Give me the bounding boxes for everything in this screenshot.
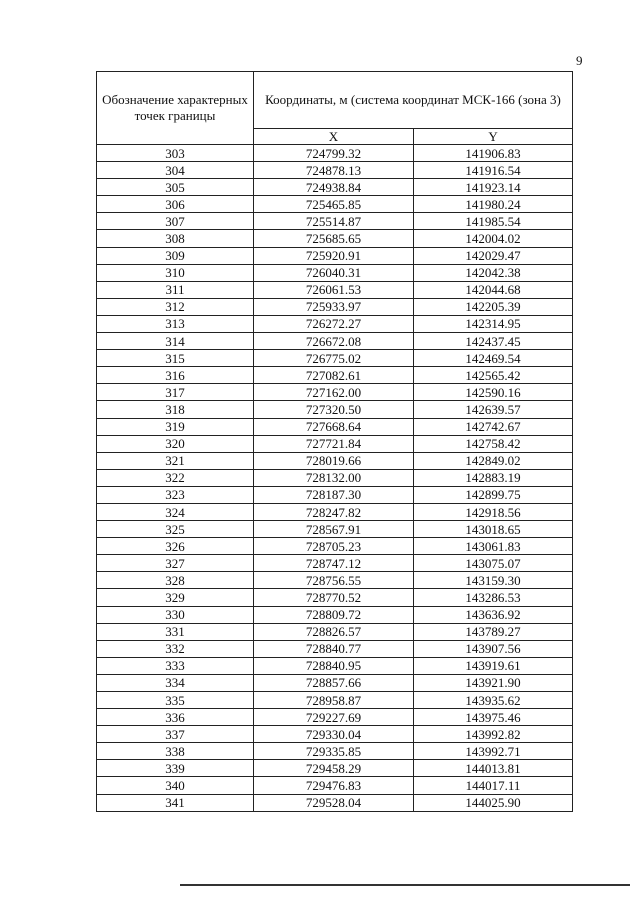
cell-y: 142742.67: [414, 418, 573, 435]
table-row: [97, 247, 573, 264]
header-point-designation: Обозначение характерных точек границы: [97, 72, 254, 145]
cell-x: 729458.29: [254, 760, 414, 777]
cell-point: 338: [97, 743, 254, 760]
cell-point: 332: [97, 640, 254, 657]
cell-x: 727668.64: [254, 418, 414, 435]
cell-y: 142437.45: [414, 333, 573, 350]
cell-point: 335: [97, 692, 254, 709]
cell-x: 725465.85: [254, 196, 414, 213]
cell-x: 728567.91: [254, 521, 414, 538]
cell-x: 726272.27: [254, 315, 414, 332]
cell-point: 325: [97, 521, 254, 538]
table-row: [97, 726, 573, 743]
cell-point: 327: [97, 555, 254, 572]
coordinates-table: [96, 71, 573, 812]
cell-x: 728747.12: [254, 555, 414, 572]
table-row: [97, 777, 573, 794]
cell-x: 725685.65: [254, 230, 414, 247]
cell-y: 143159.30: [414, 572, 573, 589]
cell-x: 728857.66: [254, 674, 414, 691]
table-row: [97, 213, 573, 230]
cell-y: 142314.95: [414, 315, 573, 332]
cell-y: 142004.02: [414, 230, 573, 247]
table-row: [97, 572, 573, 589]
cell-point: 311: [97, 281, 254, 298]
cell-y: 143975.46: [414, 709, 573, 726]
cell-y: 142044.68: [414, 281, 573, 298]
cell-y: 143789.27: [414, 623, 573, 640]
cell-x: 724878.13: [254, 162, 414, 179]
cell-x: 726040.31: [254, 264, 414, 281]
cell-point: 314: [97, 333, 254, 350]
cell-point: 323: [97, 486, 254, 503]
table-row: [97, 230, 573, 247]
cell-x: 729227.69: [254, 709, 414, 726]
cell-point: 328: [97, 572, 254, 589]
cell-y: 142042.38: [414, 264, 573, 281]
cell-x: 728132.00: [254, 469, 414, 486]
cell-point: 304: [97, 162, 254, 179]
cell-y: 143992.71: [414, 743, 573, 760]
cell-y: 141980.24: [414, 196, 573, 213]
cell-y: 142758.42: [414, 435, 573, 452]
cell-point: 315: [97, 350, 254, 367]
table-row: [97, 794, 573, 811]
table-row: [97, 452, 573, 469]
cell-y: 142029.47: [414, 247, 573, 264]
cell-x: 726775.02: [254, 350, 414, 367]
cell-point: 305: [97, 179, 254, 196]
cell-point: 318: [97, 401, 254, 418]
table-row: [97, 264, 573, 281]
cell-x: 729528.04: [254, 794, 414, 811]
table-row: [97, 281, 573, 298]
cell-point: 312: [97, 298, 254, 315]
footer-rule: [180, 884, 630, 886]
table-body: [97, 145, 573, 812]
cell-point: 324: [97, 503, 254, 520]
cell-x: 725933.97: [254, 298, 414, 315]
table-row: [97, 589, 573, 606]
cell-point: 330: [97, 606, 254, 623]
table-row: [97, 503, 573, 520]
cell-x: 729330.04: [254, 726, 414, 743]
cell-point: 321: [97, 452, 254, 469]
cell-point: 306: [97, 196, 254, 213]
cell-x: 727082.61: [254, 367, 414, 384]
table-row: [97, 555, 573, 572]
cell-x: 728826.57: [254, 623, 414, 640]
cell-x: 727162.00: [254, 384, 414, 401]
cell-y: 142899.75: [414, 486, 573, 503]
table-row: [97, 709, 573, 726]
table-row: [97, 692, 573, 709]
table-row: [97, 674, 573, 691]
cell-point: 340: [97, 777, 254, 794]
table-row: [97, 606, 573, 623]
cell-x: 726672.08: [254, 333, 414, 350]
cell-y: 143636.92: [414, 606, 573, 623]
table-row: [97, 145, 573, 162]
table-row: [97, 435, 573, 452]
table-row: [97, 657, 573, 674]
cell-y: 142639.57: [414, 401, 573, 418]
cell-x: 729476.83: [254, 777, 414, 794]
cell-point: 316: [97, 367, 254, 384]
cell-x: 728019.66: [254, 452, 414, 469]
table-row: [97, 350, 573, 367]
cell-x: 725920.91: [254, 247, 414, 264]
table-header: [97, 72, 573, 145]
table-row: [97, 179, 573, 196]
cell-x: 728840.77: [254, 640, 414, 657]
cell-x: 727721.84: [254, 435, 414, 452]
cell-y: 143919.61: [414, 657, 573, 674]
cell-y: 142883.19: [414, 469, 573, 486]
cell-y: 143075.07: [414, 555, 573, 572]
header-coordinates: Координаты, м (система координат МСК-166 (зона 3): [254, 72, 573, 129]
cell-x: 728756.55: [254, 572, 414, 589]
cell-x: 728247.82: [254, 503, 414, 520]
table-row: [97, 401, 573, 418]
cell-point: 307: [97, 213, 254, 230]
cell-y: 143907.56: [414, 640, 573, 657]
cell-y: 142205.39: [414, 298, 573, 315]
cell-x: 729335.85: [254, 743, 414, 760]
table-row: [97, 521, 573, 538]
cell-y: 142565.42: [414, 367, 573, 384]
cell-y: 143286.53: [414, 589, 573, 606]
cell-point: 322: [97, 469, 254, 486]
cell-point: 337: [97, 726, 254, 743]
table-row: [97, 418, 573, 435]
cell-x: 728705.23: [254, 538, 414, 555]
cell-point: 313: [97, 315, 254, 332]
cell-point: 319: [97, 418, 254, 435]
cell-x: 724938.84: [254, 179, 414, 196]
cell-x: 728840.95: [254, 657, 414, 674]
cell-y: 144013.81: [414, 760, 573, 777]
cell-x: 725514.87: [254, 213, 414, 230]
header-y: Y: [414, 129, 573, 145]
table-row: [97, 367, 573, 384]
cell-x: 728770.52: [254, 589, 414, 606]
cell-x: 727320.50: [254, 401, 414, 418]
table-row: [97, 538, 573, 555]
cell-x: 728187.30: [254, 486, 414, 503]
table-row: [97, 469, 573, 486]
cell-point: 331: [97, 623, 254, 640]
cell-point: 310: [97, 264, 254, 281]
cell-y: 144025.90: [414, 794, 573, 811]
cell-point: 308: [97, 230, 254, 247]
table-row: [97, 486, 573, 503]
cell-y: 141923.14: [414, 179, 573, 196]
cell-point: 341: [97, 794, 254, 811]
table-row: [97, 315, 573, 332]
cell-y: 143992.82: [414, 726, 573, 743]
table-row: [97, 333, 573, 350]
page-number: 9: [576, 53, 583, 68]
cell-point: 336: [97, 709, 254, 726]
cell-y: 143018.65: [414, 521, 573, 538]
table-row: [97, 162, 573, 179]
cell-y: 141985.54: [414, 213, 573, 230]
table-row: [97, 743, 573, 760]
cell-point: 317: [97, 384, 254, 401]
cell-point: 339: [97, 760, 254, 777]
cell-y: 142469.54: [414, 350, 573, 367]
cell-y: 141906.83: [414, 145, 573, 162]
table-row: [97, 760, 573, 777]
cell-x: 728958.87: [254, 692, 414, 709]
cell-point: 303: [97, 145, 254, 162]
cell-y: 141916.54: [414, 162, 573, 179]
table-row: [97, 196, 573, 213]
cell-x: 724799.32: [254, 145, 414, 162]
table-row: [97, 384, 573, 401]
cell-y: 143061.83: [414, 538, 573, 555]
header-x: X: [254, 129, 414, 145]
cell-y: 142590.16: [414, 384, 573, 401]
table-row: [97, 640, 573, 657]
cell-y: 143935.62: [414, 692, 573, 709]
cell-y: 144017.11: [414, 777, 573, 794]
cell-x: 728809.72: [254, 606, 414, 623]
cell-y: 142918.56: [414, 503, 573, 520]
cell-point: 320: [97, 435, 254, 452]
cell-point: 309: [97, 247, 254, 264]
cell-y: 143921.90: [414, 674, 573, 691]
table-row: [97, 623, 573, 640]
cell-y: 142849.02: [414, 452, 573, 469]
table-row: [97, 298, 573, 315]
cell-point: 329: [97, 589, 254, 606]
cell-x: 726061.53: [254, 281, 414, 298]
cell-point: 333: [97, 657, 254, 674]
cell-point: 334: [97, 674, 254, 691]
cell-point: 326: [97, 538, 254, 555]
